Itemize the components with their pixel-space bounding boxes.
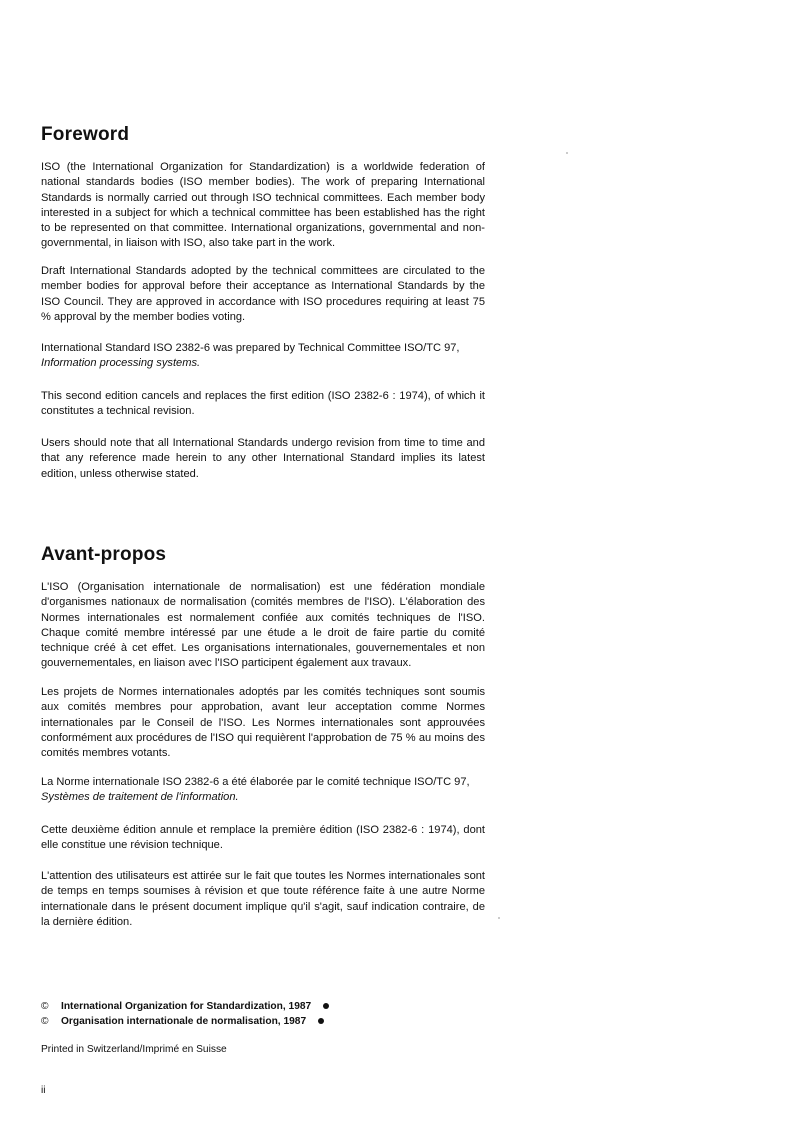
printed-in: Printed in Switzerland/Imprimé en Suisse [41,1044,227,1055]
avant-propos-paragraph-2: Les projets de Normes internationales adoptés par les comités techniques sont soumis aux comités membres pour approbation, avant leur acceptation comme Normes internationales par le Conseil de l'ISO. Les Normes internationales sont approuvées conformément aux procédures de l'ISO qui requièrent l'approbation de 75 % au moins des comités membres votants. [41,686,485,760]
copyright-line-fr [41,1016,324,1027]
bullet-dot-icon [318,1018,324,1024]
foreword-prepared-by-text: International Standard ISO 2382-6 was prepared by Technical Committee ISO/TC 97, [41,342,460,354]
avant-propos-prepared-title: Systèmes de traitement de l'information. [41,791,239,804]
avant-propos-paragraph-3: Cette deuxième édition annule et remplace la première édition (ISO 2382-6 : 1974), dont elle constitue une révision technique. [41,824,485,852]
copyright-text-en: International Organization for Standardization, 1987 [61,1001,312,1012]
foreword-heading: Foreword [41,124,130,145]
foreword-paragraph-2: Draft International Standards adopted by the technical committees are circulated to the member bodies for approval before their acceptance as International Standards by the ISO Council. They are approved in accordance with ISO procedures requiring at least 75 % approval by the member bodies voting. [41,265,485,323]
avant-propos-paragraph-4: L'attention des utilisateurs est attirée sur le fait que toutes les Normes internationales sont de temps en temps soumises à révision et que toute référence faite à une autre Norme internationale dans le présent document implique qu'il s'agit, sauf indication contraire, de la dernière édition. [41,870,485,928]
avant-propos-prepared-by-text: La Norme internationale ISO 2382-6 a été élaborée par le comité technique ISO/TC 97, [41,776,470,788]
page-number: ii [41,1085,46,1096]
copyright-text-fr: Organisation internationale de normalisation, 1987 [61,1016,307,1027]
avant-propos-heading: Avant-propos [41,544,167,565]
foreword-paragraph-1: ISO (the International Organization for Standardization) is a worldwide federation of national standards bodies (ISO member bodies). The work of preparing International Standards is normally carried out through ISO technical committees. Each member body interested in a subject for which a technical committee has been established has the right to be represented on that committee. International organizations, governmental and non-governmental, in liaison with ISO, also take part in the work. [41,161,485,250]
avant-propos-prepared-by [41,775,485,806]
foreword-paragraph-4: Users should note that all International Standards undergo revision from time to time and that any reference made herein to any other International Standard implies its latest edition, unless otherwise stated. [41,437,485,480]
scan-speck [566,152,568,154]
copyright-symbol: © [41,1016,49,1027]
avant-propos-paragraph-1: L'ISO (Organisation internationale de normalisation) est une fédération mondiale d'organismes nationaux de normalisation (comités membres de l'ISO). L'élaboration des Normes internationales est normalement confiée aux comités techniques de l'ISO. Chaque comité membre intéressé par une étude a le droit de faire partie du comité technique créé à cet effet. Les organisations internationales, gouvernementales et non gouvernementales, en liaison avec l'ISO participent également aux travaux. [41,581,485,670]
copyright-line-en [41,1001,329,1012]
foreword-paragraph-3: This second edition cancels and replaces the first edition (ISO 2382-6 : 1974), of which it constitutes a technical revision. [41,390,485,418]
copyright-symbol: © [41,1001,49,1012]
foreword-prepared-by [41,341,485,372]
bullet-dot-icon [323,1003,329,1009]
foreword-prepared-title: Information processing systems. [41,357,201,370]
scan-speck [498,917,500,919]
